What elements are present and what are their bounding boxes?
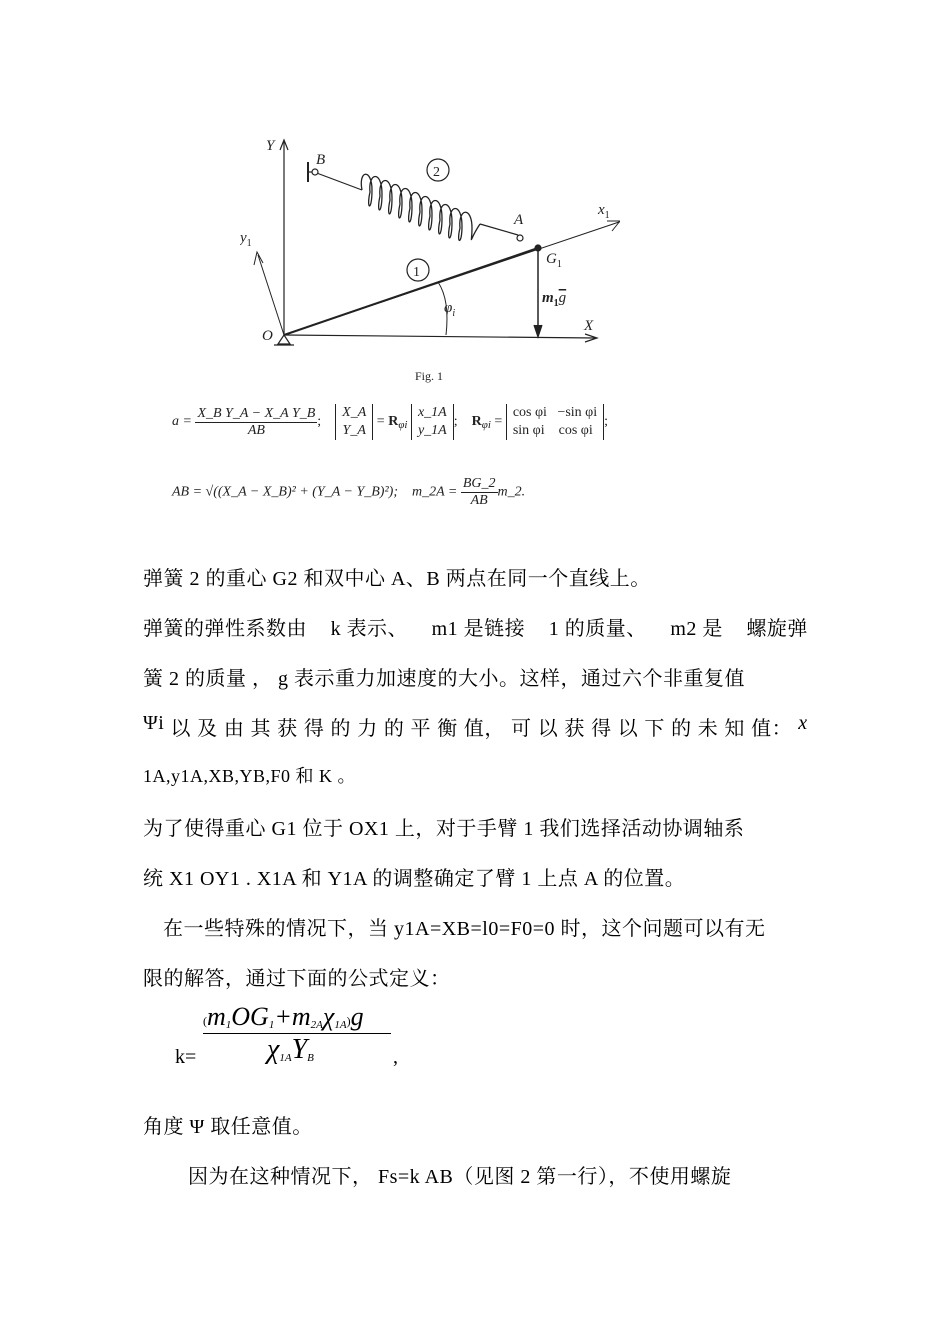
- joint-B: [312, 169, 318, 175]
- vector-x1y1: x_1A y_1A: [411, 404, 454, 440]
- joint-A: [517, 235, 523, 241]
- rotation-R: R: [388, 414, 399, 430]
- k-formula-comma: ,: [393, 1046, 398, 1068]
- paragraph-1: 弹簧 2 的重心 G2 和双中心 A、B 两点在同一个直线上。: [143, 568, 651, 590]
- label-link-2: 2: [433, 165, 440, 180]
- spring-coils: [361, 174, 480, 240]
- paragraph-4-line-1: 在一些特殊的情况下，当 y1A=XB=l0=F0=0 时，这个问题可以有无: [163, 918, 766, 940]
- label-B: B: [316, 152, 326, 168]
- mechanism-figure: [240, 130, 620, 390]
- label-A: A: [514, 212, 524, 228]
- pivot-O: [278, 335, 290, 344]
- k-formula-denominator: $\chi_{1A}Y_B$: [267, 1034, 314, 1065]
- label-phi: $\varphi_i$: [444, 300, 456, 319]
- paragraph-2-line-3: Ψi 以 及 由 其 获 得 的 力 的 平 衡 值， 可 以 获 得 以 下 的 未 知 值： x: [143, 712, 808, 740]
- eq-m2A-tail: m_2.: [497, 484, 526, 500]
- label-Y: Y: [266, 138, 275, 154]
- eq-a-den: AB: [247, 422, 265, 438]
- x-axis: [284, 335, 595, 338]
- rotation-matrix: cos φi −sin φi sin φi cos φi: [506, 404, 604, 440]
- paragraph-3-line-1: 为了使得重心 G1 位于 OX1 上，对于手臂 1 我们选择活动协调轴系: [143, 818, 745, 840]
- label-O: O: [262, 328, 273, 344]
- label-X: X: [584, 318, 594, 334]
- eq-a-fraction: [195, 406, 317, 439]
- eq-a-num: X_B Y_A − X_A Y_B: [197, 405, 316, 421]
- figure-caption: Fig. 1: [415, 369, 444, 383]
- eq-m2A-lhs: m_2A =: [411, 484, 458, 500]
- k-formula-lhs: k=: [175, 1046, 197, 1068]
- k-formula: [175, 1000, 435, 1080]
- eq-a-lhs: a =: [172, 414, 192, 430]
- label-link-1: 1: [413, 265, 420, 280]
- paragraph-2-line-4: 1A,y1A,XB,YB,F0 和 K 。: [143, 766, 357, 786]
- paragraph-3-line-2: 统 X1 OY1 . X1A 和 Y1A 的调整确定了臂 1 上点 A 的位置。: [143, 868, 686, 890]
- equation-line-2: [172, 476, 525, 509]
- paragraph-4-line-2: 限的解答，通过下面的公式定义：: [143, 968, 451, 990]
- eq-m2A-fraction: $\frac{BG\_2}{AB}$: [462, 476, 496, 508]
- paragraph-5: 角度 Ψ 取任意值。: [143, 1116, 313, 1138]
- y1-axis: [258, 255, 284, 335]
- joint-G1: [535, 245, 541, 251]
- label-y1: $y_1$: [240, 230, 252, 249]
- k-formula-numerator: $(m_1OG_1+m_{2A}\chi_{1A})g$: [203, 1002, 364, 1031]
- paragraph-6: 因为在这种情况下， Fs=k AB（见图 2 第一行），不使用螺旋: [188, 1166, 732, 1188]
- eq-AB: AB = √((X_A − X_B)² + (Y_A − Y_B)²);: [172, 484, 398, 500]
- paragraph-2-line-2: 簧 2 的质量 ， g 表示重力加速度的大小。这样，通过六个非重复值: [143, 668, 745, 690]
- vector-XY: X_A Y_A: [335, 404, 373, 440]
- equation-line-1: a = $\frac{\text{X\_B Y\_A − X\_A Y\_B}}{AB}$ ; X_A Y_A = $R_{\varphi i}$ x_1A y_1A; $R_{\varphi i} = \cos \varphi i$ −sin φi sin φi cos φi;: [172, 405, 609, 438]
- paragraph-2-line-1: 弹簧的弹性系数由 k 表示、 m1 是链接 1 的质量、 m2 是 螺旋弹: [143, 618, 808, 640]
- label-m1g: $m_1g$: [542, 290, 567, 309]
- label-x1: $x_1$: [598, 202, 610, 221]
- label-G1: $G_1$: [546, 251, 562, 270]
